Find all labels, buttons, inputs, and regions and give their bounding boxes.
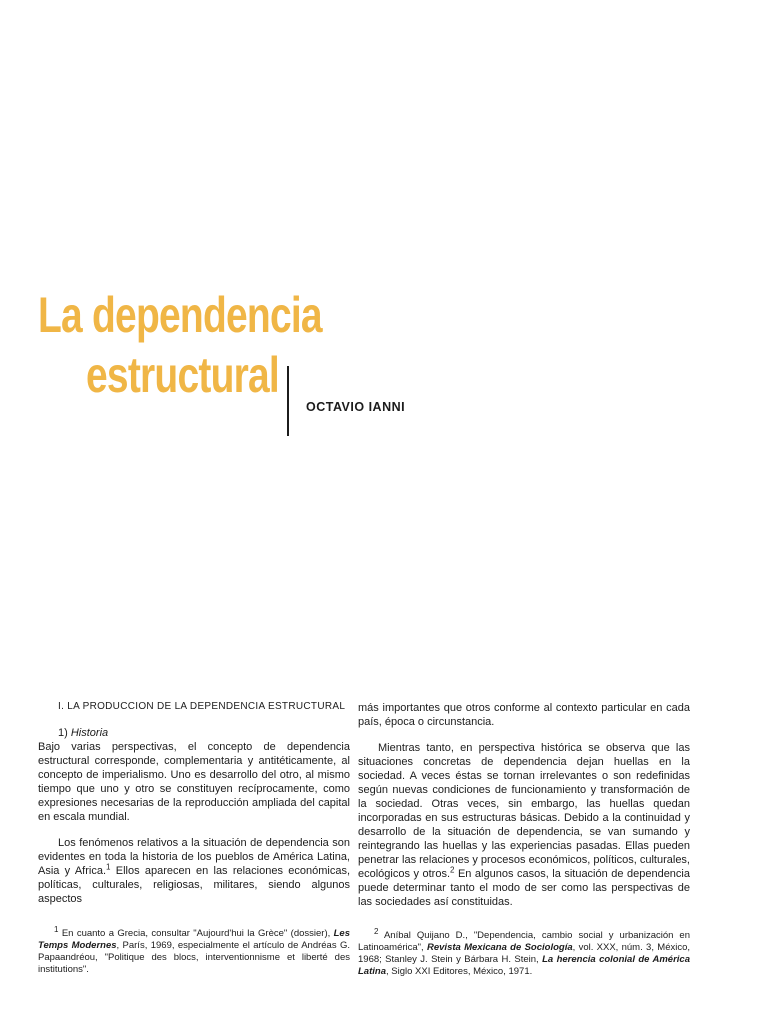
paragraph (358, 701, 690, 729)
right-column (358, 701, 690, 909)
paragraph (38, 740, 350, 824)
footnote-text: En cuanto a Grecia, consultar "Aujourd'hui la Grèce" (dossier), (58, 928, 334, 939)
paragraph (358, 741, 690, 909)
paragraph-text: Ellos aparecen en las relaciones económicas, políticas, culturales, religiosas, militares, siendo algunos aspectos (38, 865, 350, 905)
title-divider (287, 366, 289, 436)
footnote-journal: Les Temps Modernes (38, 928, 350, 951)
left-column (38, 700, 350, 906)
footnote-journal: Revista Mexicana de Sociología (427, 942, 573, 953)
paragraph-text: Bajo varias perspectivas, el concepto de dependencia estructural corresponde, complementaria y antitéticamente, al concepto de imperialismo. Uno es desarrollo del otro, al mismo tiempo que uno y otro se constituyen recíprocamente, como expresiones necesarias de la reproducción ampliada del capital en escala mundial. (38, 741, 350, 823)
author-name: OCTAVIO IANNI (306, 400, 406, 414)
article-title-line-2: estructural (86, 347, 280, 403)
paragraph (38, 836, 350, 906)
footnote-text: , vol. XXX, núm. 3, México, 1968; Stanley J. Stein y Bárbara H. Stein, (358, 942, 691, 965)
article-title-line-1: La dependencia (38, 287, 322, 343)
footnote-book: La herencia colonial de América Latina (358, 954, 690, 977)
footnote-number: 1 (54, 924, 59, 934)
section-heading: I. LA PRODUCCION DE LA DEPENDENCIA ESTRUCTURAL (58, 701, 346, 712)
footnote-2 (358, 926, 691, 978)
subsection-title: Historia (70, 727, 109, 739)
footnote-text: , Siglo XXI Editores, México, 1971. (385, 966, 533, 977)
subsection-heading (38, 726, 350, 740)
title-block (38, 286, 718, 446)
footnote-text: Aníbal Quijano D., "Dependencia, cambio social y urbanización en Latinoamérica", (358, 930, 690, 953)
footnote-number: 2 (374, 926, 379, 936)
footnote-text: , París, 1969, especialmente el artículo de Andréas G. Papaandréou, "Politique des blocs, interventionnisme et liberté des institutions". (38, 940, 350, 975)
paragraph-text: En algunos casos, la situación de dependencia puede determinar tanto el modo de ser como las perspectivas de las sociedades así constituidas. (358, 868, 690, 908)
footnote-ref[interactable]: 1 (106, 862, 111, 872)
paragraph-text: Los fenómenos relativos a la situación de dependencia son evidentes en toda la historia de los pueblos de América Latina, Asia y Africa. (38, 837, 350, 877)
paragraph-text: más importantes que otros conforme al contexto particular en cada país, época o circunstancia. (358, 702, 690, 728)
paragraph-text: Mientras tanto, en perspectiva histórica se observa que las situaciones concretas de dependencia dejan huellas en la sociedad. A veces éstas se tornan irrelevantes o son redefinidas según nuevas condiciones de funcionamiento y transformación de la sociedad. Otras veces, sin embargo, las huellas quedan incorporadas en sus estructuras básicas. Debido a la continuidad y desarrollo de la situación de dependencia, se van sumando y reintegrando las huellas y las experiencias pasadas. Ellas pueden penetrar las relaciones y procesos económicos, políticos, culturales, ecológicos y otros. (358, 742, 690, 880)
footnote-1 (38, 924, 350, 976)
subsection-number: 1) (58, 727, 68, 739)
footnote-ref[interactable]: 2 (450, 865, 455, 875)
